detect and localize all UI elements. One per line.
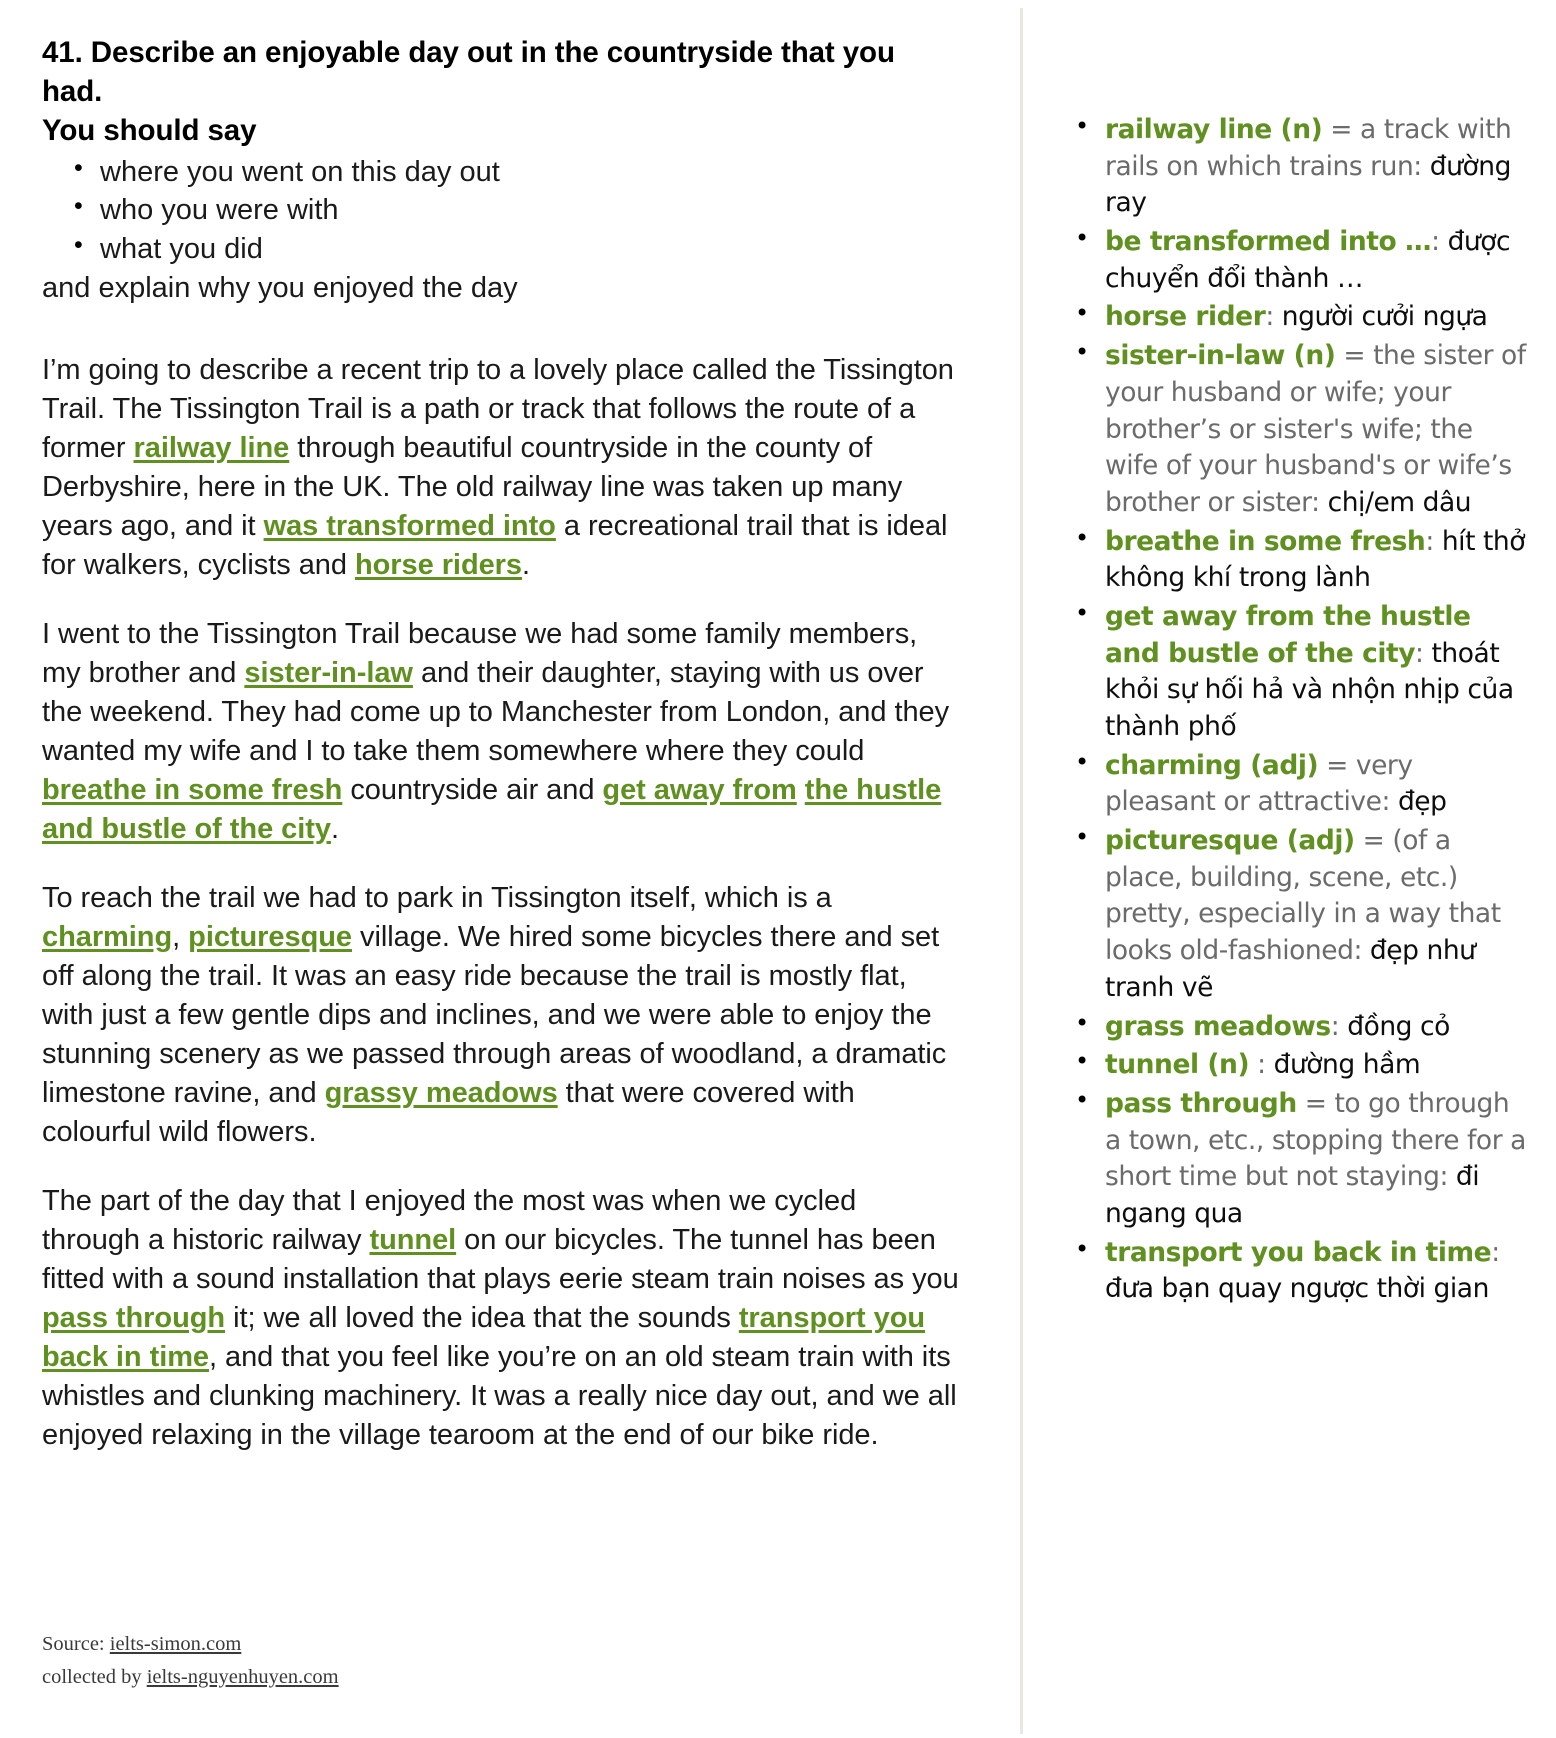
source-label: Source: [42,1632,110,1655]
vocab-entry-be-transformed-into [1067,224,1528,297]
essay-paragraph-1 [42,351,960,585]
vocab-entry-pass-through [1067,1086,1528,1233]
vocab-separator: : [1425,525,1442,557]
prompt-bullet: • who you were with [100,191,960,230]
vocab-vietnamese: đường ray [1105,150,1511,219]
vocab-term: grass meadows [1105,1010,1331,1042]
vocab-term: be transformed into … [1105,226,1432,258]
source-link[interactable]: ielts-simon.com [109,1632,242,1655]
vocab-separator: = [1296,1087,1335,1119]
vocab-entry-charming [1067,748,1528,821]
vocab-entry-grass-meadows [1067,1009,1528,1046]
paragraph-text: To reach the trail we had to park in Tissington itself, which is a [42,882,832,915]
paragraph-text: it; we all loved the idea that the sounds [225,1302,739,1335]
paragraph-text: I went to the Tissington Trail because we had some family members, my brother and [42,618,918,690]
vocabulary-list [1067,112,1528,1308]
vocab-separator: = [1322,114,1360,145]
vocab-entry-get-away-from-hustle [1067,599,1528,746]
vocab-definition: very pleasant or attractive: [1105,749,1413,818]
paragraph-text: that were covered with colourful wild flowers. [42,1077,855,1149]
keyword-horse-riders: horse riders [354,549,522,582]
vocab-term: picturesque (adj) [1105,825,1355,857]
vocab-vietnamese: người cưởi ngựa [1281,301,1488,333]
paragraph-text: I’m going to describe a recent trip to a lovely place called the Tissington Trail. The Tissington Trail is a path or track that follows the route of a former [42,354,954,465]
vocab-separator: : [1265,301,1282,333]
prompt-bullet: • what you did [100,230,960,269]
vocab-separator: : [1330,1010,1348,1042]
paragraph-text: on our bicycles. The tunnel has been fitted with a sound installation that plays eerie steam train noises as you [42,1224,959,1296]
vocab-vietnamese: hít thở không khí trong lành [1105,525,1526,594]
keyword-transport-you-back-in-time: transport you back in time [42,1302,926,1374]
vocab-vietnamese: đồng cỏ [1347,1010,1450,1042]
paragraph-text: and their daughter, staying with us over the weekend. They had come up to Manchester from London, and they wanted my wife and I to take them somewhere where they could [42,657,950,768]
keyword-picturesque: picturesque [188,921,352,954]
vocab-vietnamese: đưa bạn quay ngược thời gian [1105,1273,1489,1305]
keyword-get-away-from: get away from [602,774,797,807]
paragraph-text: countryside air and [342,774,603,807]
vocabulary-column [1023,0,1556,1738]
keyword-was-transformed-into: was transformed into [263,510,556,543]
prompt-bullet: • where you went on this day out [100,153,960,192]
vocab-vietnamese: đường hầm [1273,1049,1421,1081]
prompt-title [42,34,960,151]
keyword-breathe-in-some-fresh: breathe in some fresh [42,774,343,807]
vocab-term: railway line (n) [1105,114,1323,145]
vocab-entry-breathe-in-some-fresh [1067,524,1528,597]
collected-by-line [42,1661,339,1694]
keyword-tunnel: tunnel [369,1224,457,1257]
keyword-grassy-meadows: grassy meadows [324,1077,558,1110]
vocab-vietnamese: được chuyển đổi thành … [1105,226,1511,294]
vocab-entry-horse-rider [1067,299,1528,336]
vocab-separator: : [1491,1236,1500,1268]
vocab-term: tunnel (n) [1105,1049,1250,1081]
prompt-title-line1: 41. Describe an enjoyable day out in the countryside that you had. [42,36,895,108]
vocab-term: transport you back in time [1105,1236,1492,1268]
vocab-definition: a track with rails on which trains run: [1105,114,1512,182]
keyword-charming: charming [42,921,173,954]
vocab-separator: : [1415,637,1432,669]
essay-paragraph-3 [42,879,960,1152]
paragraph-text [797,774,805,806]
vocab-entry-transport-you-back-in-time [1067,1235,1528,1308]
paragraph-text: The part of the day that I enjoyed the most was when we cycled through a historic railway [42,1185,857,1257]
essay-paragraph-2 [42,615,960,849]
paragraph-text: , [172,921,189,954]
vocab-term: sister-in-law (n) [1105,340,1336,372]
vocab-entry-sister-in-law [1067,338,1528,521]
vocab-entry-picturesque [1067,823,1528,1006]
vocab-separator: = [1335,340,1374,372]
vocab-term: get away from the hustle and bustle of the city [1105,600,1471,669]
vocab-separator: : [1249,1049,1274,1081]
vocab-vietnamese: đẹp [1397,786,1447,818]
paragraph-text: village. We hired some bicycles there and set off along the trail. It was an easy ride because the trail is mostly flat, with just a few gentle dips and inclines, and we were able to enjoy the stunning scenery as we passed through areas of woodland, a dramatic limestone ravine, and [42,921,947,1110]
vocab-separator: = [1354,825,1393,857]
vocab-vietnamese: chị/em dâu [1327,486,1472,518]
vocab-vietnamese: thoát khỏi sự hối hả và nhộn nhịp của thành phố [1105,637,1514,742]
vocab-vietnamese: đi ngang qua [1105,1161,1480,1229]
paragraph-text: a recreational trail that is ideal for walkers, cyclists and [42,510,948,582]
prompt-bullet-list [42,153,960,269]
vocab-separator: : [1431,226,1448,258]
paragraph-text: through beautiful countryside in the county of Derbyshire, here in the UK. The old railway line was taken up many years ago, and it [42,432,903,543]
vocab-definition: (of a place, building, scene, etc.) pretty, especially in a way that looks old-fashioned: [1105,825,1501,967]
paragraph-text: , and that you feel like you’re on an old steam train with its whistles and clunking machinery. It was a really nice day out, and we all enjoyed relaxing in the village tearoom at the end of our bike ride. [42,1341,957,1452]
vocab-term: charming (adj) [1105,749,1319,781]
prompt-tail: and explain why you enjoyed the day [42,271,518,304]
keyword-sister-in-law: sister-in-law [244,657,413,690]
vocab-term: horse rider [1105,301,1266,333]
source-attribution [42,1628,339,1694]
collected-by-label: collected by [42,1665,147,1688]
vocab-term: pass through [1105,1087,1297,1119]
vocab-term: breathe in some fresh [1105,525,1426,557]
prompt-title-line2: You should say [42,113,257,147]
keyword-pass-through: pass through [42,1302,226,1335]
vocab-definition: the sister of your husband or wife; your brother’s or sister's wife; the wife of your husband's or wife’s brother or sister: [1105,340,1526,518]
paragraph-text: . [522,549,531,582]
vocab-entry-railway-line [1067,112,1528,222]
keyword-railway-line: railway line [133,432,290,465]
collected-by-link[interactable]: ielts-nguyenhuyen.com [146,1665,339,1688]
essay-paragraph-4 [42,1182,960,1455]
vocab-vietnamese: đẹp như tranh vẽ [1105,935,1476,1003]
source-line [42,1628,339,1661]
keyword-hustle-and-bustle: the hustle and bustle of the city [42,774,942,846]
paragraph-text: . [330,813,339,846]
vocab-definition: to go through a town, etc., stopping there for a short time but not staying: [1105,1087,1526,1193]
vocab-entry-tunnel [1067,1047,1528,1084]
vocab-separator: = [1318,749,1356,781]
